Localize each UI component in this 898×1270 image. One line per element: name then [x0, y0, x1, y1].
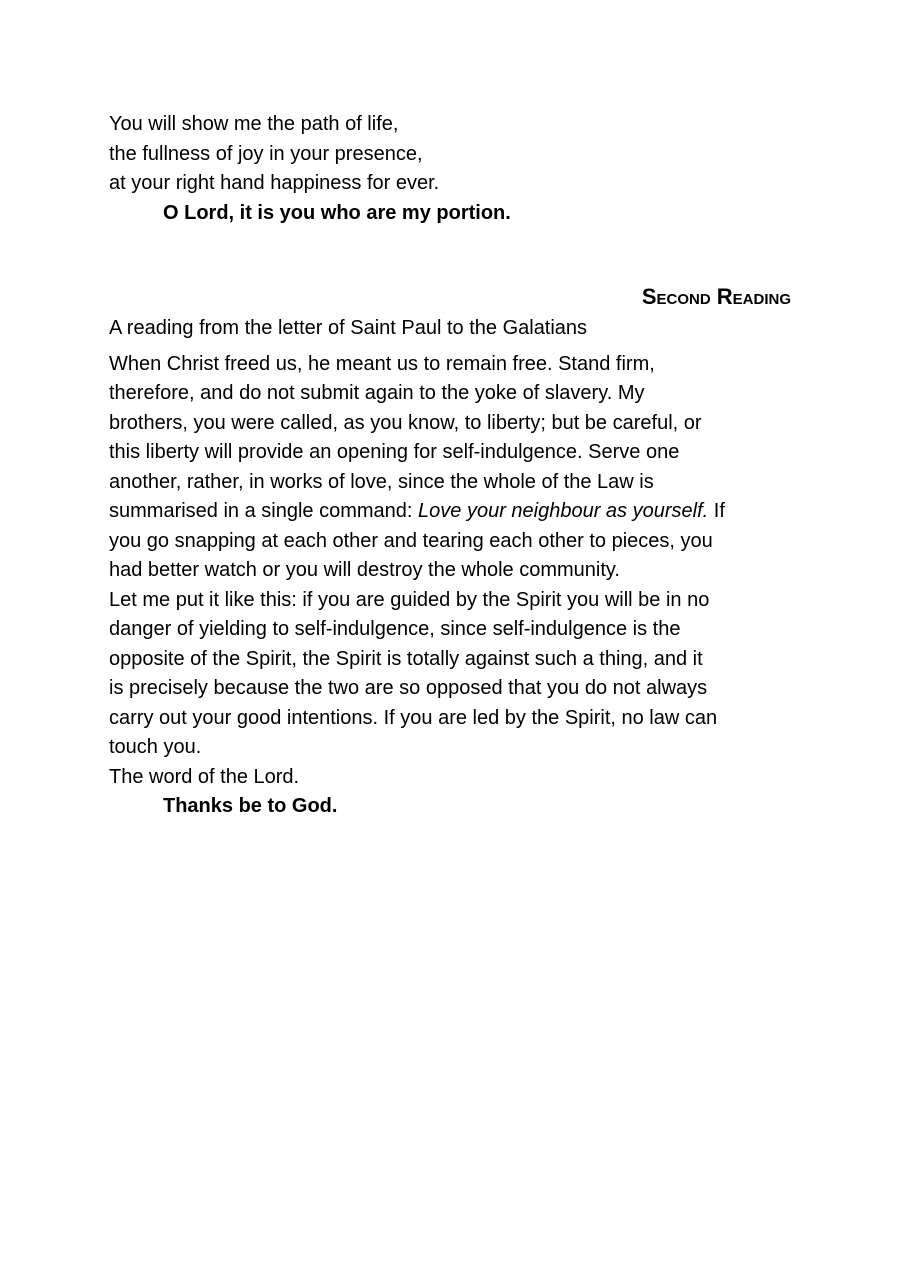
section-spacer	[109, 228, 791, 280]
reading-line: this liberty will provide an opening for self-indulgence. Serve one	[109, 441, 680, 463]
command-quote: Love your neighbour as yourself.	[418, 500, 709, 522]
section-heading: Second Reading	[641, 284, 791, 309]
reading-body	[109, 350, 791, 763]
command-suffix: If	[708, 500, 725, 522]
reading-line: brothers, you were called, as you know, to liberty; but be careful, or	[109, 411, 702, 434]
reading-response: Thanks be to God.	[163, 795, 338, 817]
reading-line: opposite of the Spirit, the Spirit is totally against such a thing, and it	[109, 647, 703, 670]
reading-line: had better watch or you will destroy the whole community.	[109, 559, 620, 581]
reading-line: is precisely because the two are so opposed that you do not always	[109, 677, 708, 699]
reading-line: carry out your good intentions. If you are led by the Spirit, no law can	[109, 706, 718, 729]
reading-line: Let me put it like this: if you are guided by the Spirit you will be in no	[109, 588, 710, 611]
reading-line: danger of yielding to self-indulgence, since self-indulgence is the	[109, 618, 681, 640]
reading-line: therefore, and do not submit again to the yoke of slavery. My	[109, 382, 645, 404]
psalm-line: at your right hand happiness for ever.	[109, 172, 440, 194]
psalm-line: You will show me the path of life,	[109, 113, 399, 135]
reading-line: another, rather, in works of love, since the whole of the Law is	[109, 470, 654, 493]
command-prefix: summarised in a single command:	[109, 500, 419, 522]
document-page	[109, 110, 791, 822]
reading-line-command	[109, 497, 791, 527]
second-reading-section	[109, 280, 791, 822]
reading-line: you go snapping at each other and tearing each other to pieces, you	[109, 529, 713, 552]
psalm-section	[109, 110, 791, 228]
psalm-response: O Lord, it is you who are my portion.	[163, 201, 511, 224]
reading-closing: The word of the Lord.	[109, 765, 300, 788]
psalm-line: the fullness of joy in your presence,	[109, 142, 423, 165]
reading-line: When Christ freed us, he meant us to remain free. Stand firm,	[109, 352, 655, 375]
reading-line: touch you.	[109, 736, 202, 758]
reading-intro: A reading from the letter of Saint Paul to the Galatians	[109, 317, 588, 339]
